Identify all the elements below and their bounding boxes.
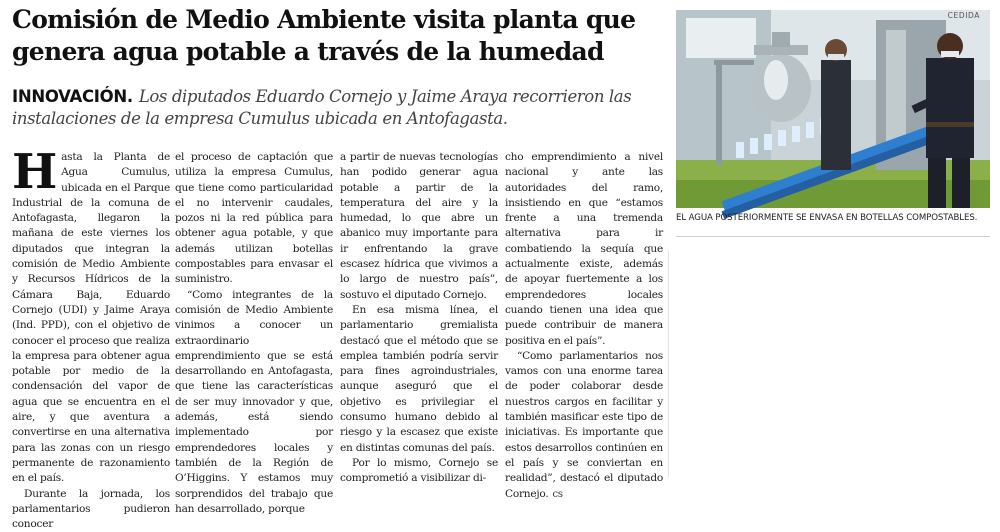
column-divider	[668, 250, 669, 478]
subhead-text: Los diputados Eduardo Cornejo y Jaime Araya recorrieron las instalaciones de la empresa Cumulus ubicada en Antofagasta.	[12, 87, 632, 128]
headline-line-1: Comisión de Medio Ambiente visita planta que	[12, 5, 636, 34]
article-column-1	[12, 144, 170, 532]
paragraph-text: “Como parlamentarios nos vamos con una enorme tarea de poder colaborar desde nuestros cargos en facilitar y también masificar este tipo de iniciativas. Es importante que estos desarrollos continúen en el país y se conviertan en realidad”, destacó el diputado Cornejo.	[505, 349, 663, 500]
paragraph: cho emprendimiento a nivel nacional y ante las autoridades del ramo, insistiendo en que “estamos frente a una tremenda alternativa para ir combatiendo la sequía que actualmente existe, además de apoyar fuertemente a los emprendedores locales cuando tienen una idea que puede contribuir de manera positiva en el país”.	[505, 151, 663, 347]
section-tag: INNOVACIÓN.	[12, 87, 133, 106]
paragraph: “Como integrantes de la comisión de Medio Ambiente vinimos a conocer un extraordinario emprendimiento que se está desarrollando en Antofagasta, que tiene las características de ser muy innovador y que, además, está siendo implementado por emprendedores locales y también de la Región de O’Higgins. Y estamos muy sorprendidos del trabajo que han desarrollado, porque	[175, 288, 333, 515]
paragraph	[505, 349, 663, 502]
photo-credit: CEDIDA	[947, 11, 980, 20]
paragraph: el proceso de captación que utiliza la empresa Cumulus, que tiene como particularidad el no intervenir caudales, pozos ni la red pública para obtener agua potable, y que además utilizan botellas compostables para envasar el suministro.	[175, 151, 333, 286]
paragraph: asta la Planta de Agua Cumulus, ubicada en el Parque Industrial de la comuna de Antofagasta, llegaron la mañana de este viernes los diputados que integran la comisión de Medio Ambiente y Recursos Hídricos de la Cámara Baja, Eduardo Cornejo (UDI) y Jaime Araya (Ind. PPD), con el objetivo de conocer el proceso que realiza la empresa para obtener agua potable por medio de la condensación del vapor de agua que se encuentra en el aire, y que aventura a convertirse en una alternativa para las zonas con un riesgo permanente de razonamiento en el país.	[12, 151, 170, 485]
headline	[12, 4, 662, 68]
article-column-4	[505, 150, 663, 502]
article-column-2	[175, 150, 333, 517]
subhead	[12, 86, 662, 130]
paragraph: En esa misma línea, el parlamentario gremialista destacó que el método que se emplea también podría servir para fines agroindustriales, aunque aseguró que el objetivo es privilegiar el consumo humano debido al riesgo y la escasez que existe en distintas comunas del país.	[340, 303, 498, 454]
drop-cap: H	[12, 144, 58, 200]
article-photo	[676, 10, 990, 208]
end-mark-icon: cs	[552, 488, 563, 500]
photo-caption: EL AGUA POSTERIORMENTE SE ENVASA EN BOTELLAS COMPOSTABLES.	[676, 213, 978, 223]
paragraph: a partir de nuevas tecnologías han podido generar agua potable a partir de la temperatura del aire y la humedad, lo que abre un abanico muy importante para ir enfrentando la grave escasez hídrica que vivimos a lo largo de nuestro país”, sostuvo el diputado Cornejo.	[340, 151, 498, 301]
caption-divider	[676, 236, 990, 237]
paragraph: Durante la jornada, los parlamentarios pudieron conocer	[12, 487, 170, 531]
headline-line-2: genera agua potable a través de la humedad	[12, 37, 604, 66]
bottling-plant-image	[676, 10, 990, 208]
article-column-3	[340, 150, 498, 487]
paragraph: Por lo mismo, Cornejo se comprometió a visibilizar di-	[340, 456, 498, 485]
